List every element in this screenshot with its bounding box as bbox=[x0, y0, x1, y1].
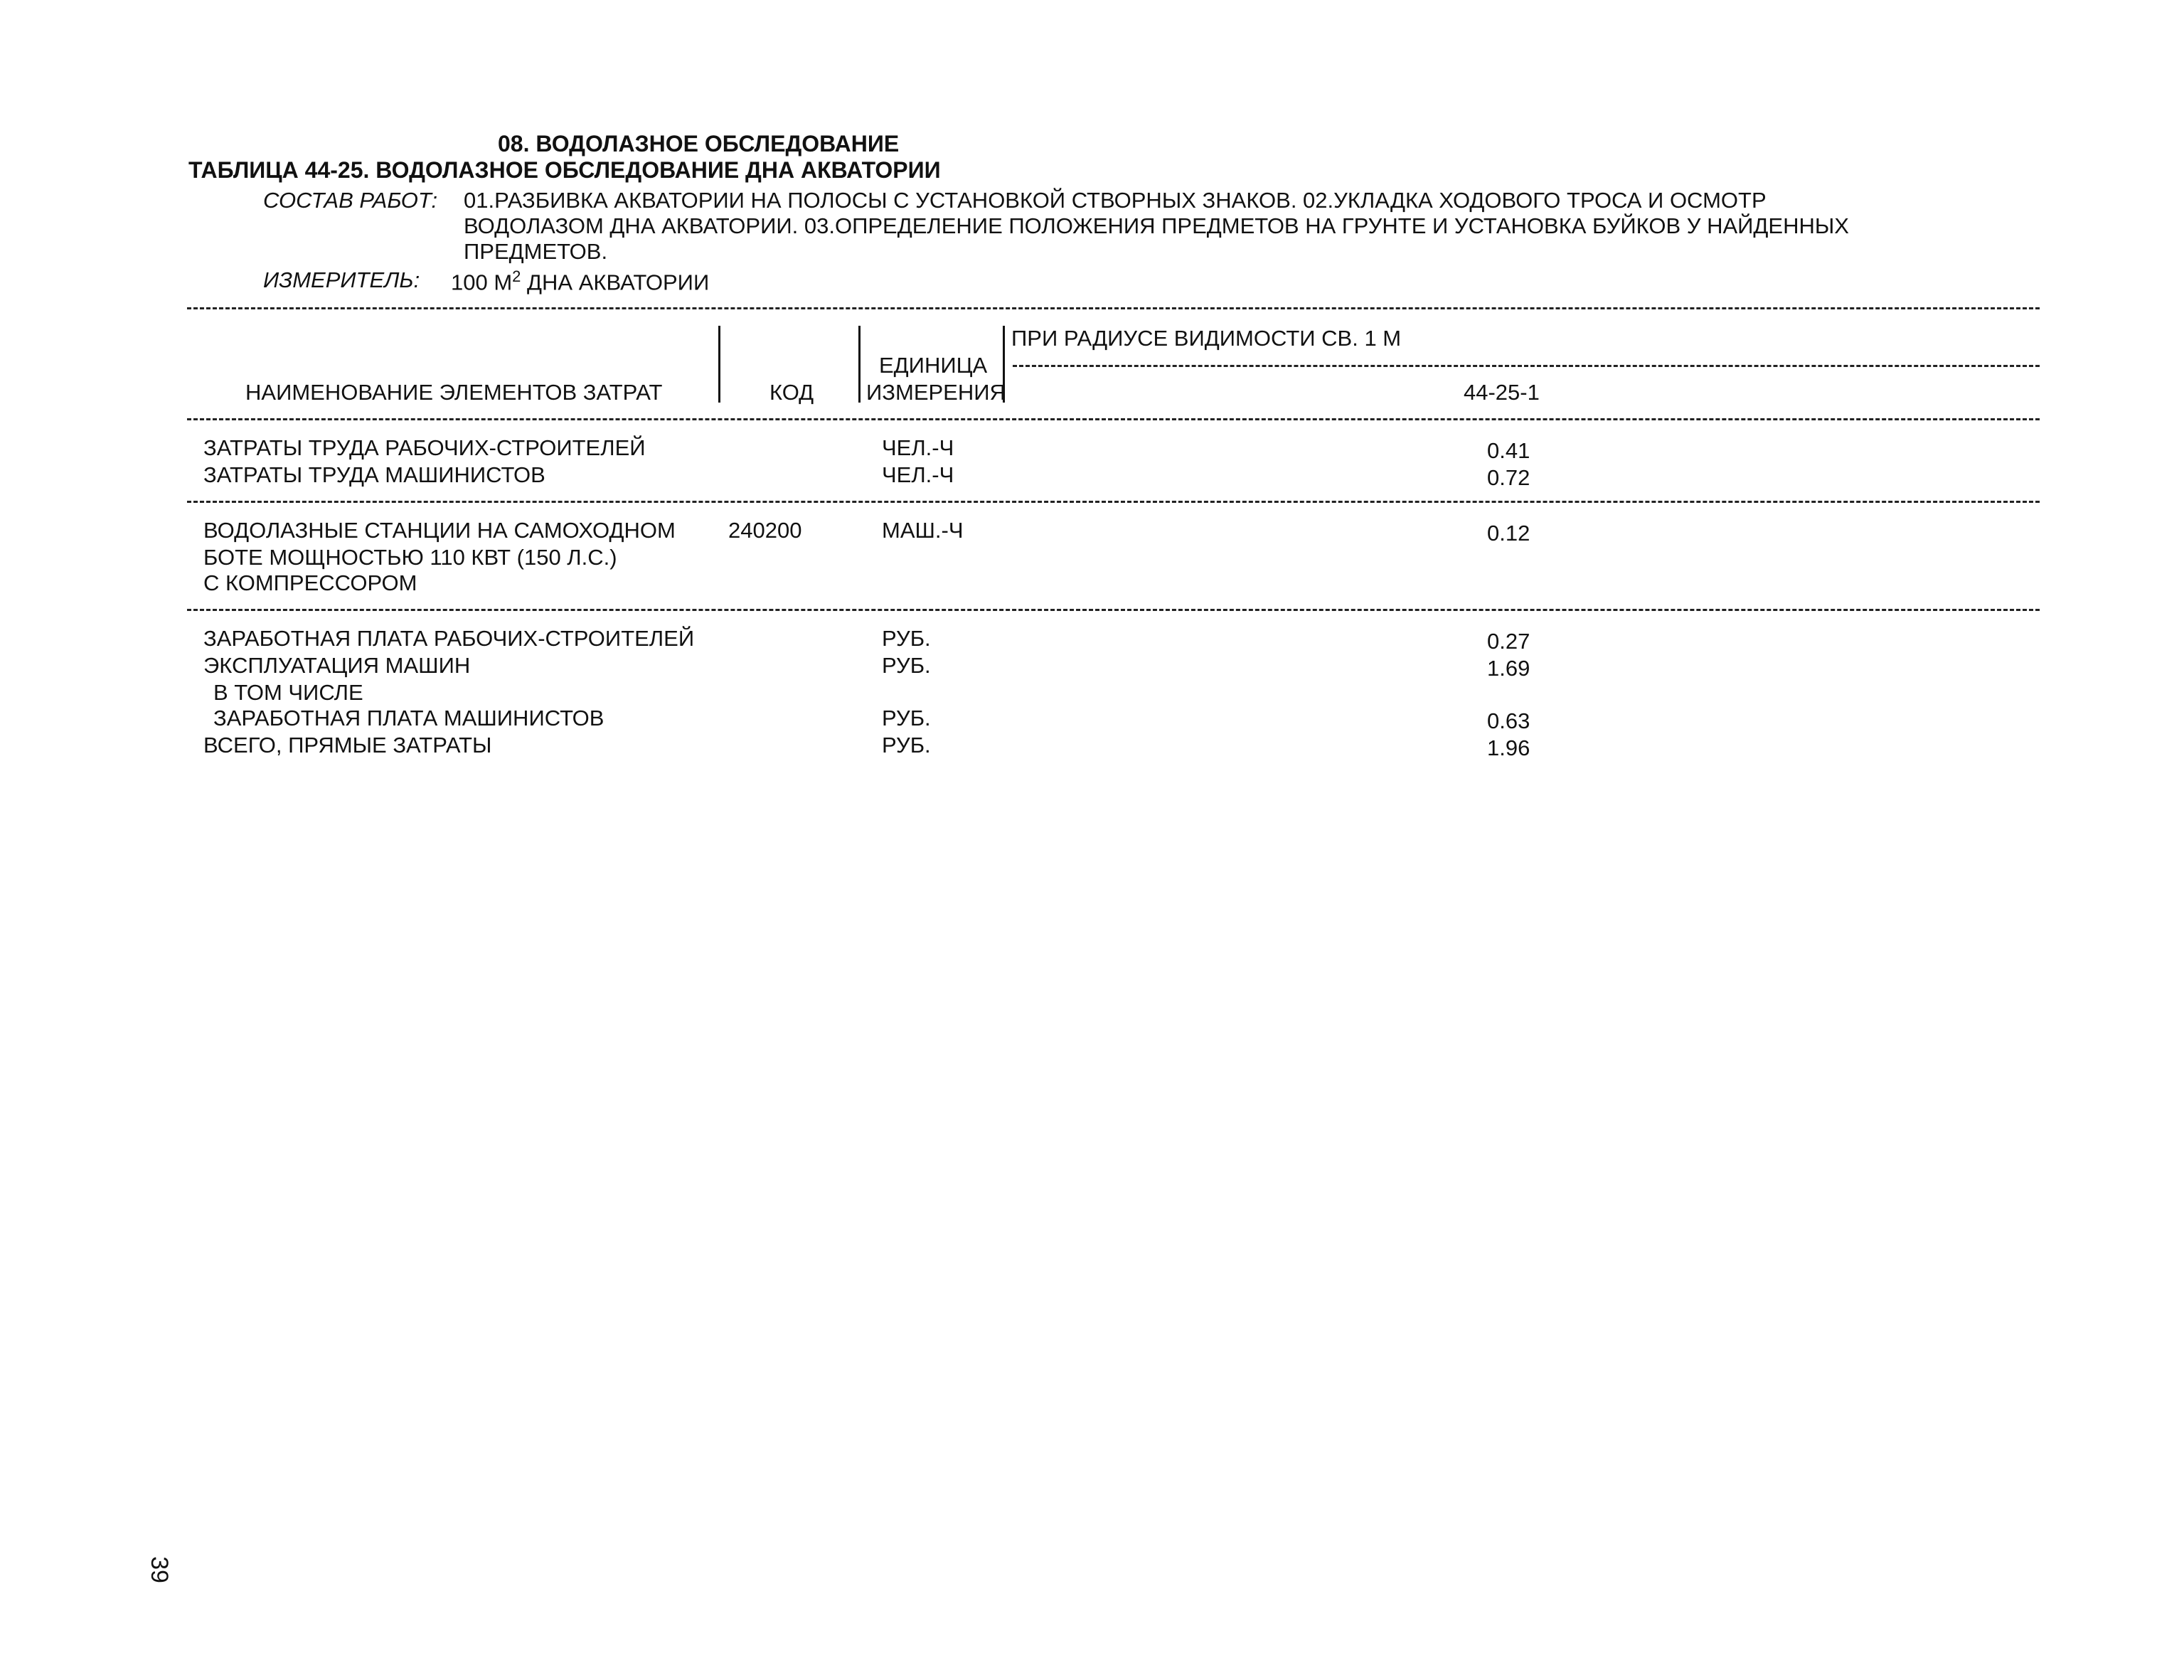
subcolumn-header: 44-25-1 bbox=[1464, 380, 1540, 405]
row-name: ЗАРАБОТНАЯ ПЛАТА РАБОЧИХ-СТРОИТЕЛЕЙ bbox=[203, 626, 695, 651]
group-header: ПРИ РАДИУСЕ ВИДИМОСТИ СВ. 1 М bbox=[1011, 326, 1402, 351]
row-unit: РУБ. bbox=[882, 733, 931, 757]
work-composition-label: СОСТАВ РАБОТ: bbox=[263, 188, 438, 213]
row-name: ВСЕГО, ПРЯМЫЕ ЗАТРАТЫ bbox=[203, 733, 492, 757]
row-code: 240200 bbox=[728, 518, 802, 543]
meter-value-suffix: ДНА АКВАТОРИИ bbox=[521, 270, 710, 295]
rule-machines-bottom bbox=[187, 609, 2040, 611]
meter-value bbox=[451, 269, 709, 293]
meter-value-superscript: 2 bbox=[512, 267, 521, 285]
rule-labor-bottom bbox=[187, 501, 2040, 503]
meter-value-prefix: 100 М bbox=[451, 270, 513, 295]
meter-label: ИЗМЕРИТЕЛЬ: bbox=[263, 267, 420, 292]
section-title: 08. ВОДОЛАЗНОЕ ОБСЛЕДОВАНИЕ bbox=[498, 131, 900, 156]
rule-header-bottom bbox=[187, 418, 2040, 420]
row-name: ЭКСПЛУАТАЦИЯ МАШИН bbox=[203, 653, 471, 678]
row-unit: РУБ. bbox=[882, 653, 931, 678]
rule-group bbox=[1013, 365, 2040, 367]
row-name: ЗАТРАТЫ ТРУДА РАБОЧИХ-СТРОИТЕЛЕЙ bbox=[203, 435, 646, 460]
row-value: 0.41 bbox=[1487, 438, 1530, 463]
row-value: 0.72 bbox=[1487, 465, 1530, 490]
row-value: 1.96 bbox=[1487, 735, 1530, 760]
header-separator bbox=[718, 326, 720, 403]
row-name: ВОДОЛАЗНЫЕ СТАНЦИИ НА САМОХОДНОМ bbox=[203, 518, 676, 543]
row-name: С КОМПРЕССОРОМ bbox=[203, 570, 417, 595]
row-unit: ЧЕЛ.-Ч bbox=[882, 435, 954, 460]
header-separator bbox=[858, 326, 861, 403]
row-value: 0.27 bbox=[1487, 629, 1530, 654]
code-column-header: КОД bbox=[769, 380, 814, 405]
page-number: 39 bbox=[145, 1556, 173, 1583]
row-name: В ТОМ ЧИСЛЕ bbox=[213, 680, 363, 705]
work-composition-line: ВОДОЛАЗОМ ДНА АКВАТОРИИ. 03.ОПРЕДЕЛЕНИЕ ПОЛОЖЕНИЯ ПРЕДМЕТОВ НА ГРУНТЕ И УСТАНОВКА БУЙКОВ У НАЙДЕННЫХ bbox=[464, 213, 1849, 238]
row-value: 1.69 bbox=[1487, 656, 1530, 681]
unit-header-line1: ЕДИНИЦА bbox=[879, 353, 988, 378]
row-name: ЗАТРАТЫ ТРУДА МАШИНИСТОВ bbox=[203, 462, 545, 487]
row-value: 0.63 bbox=[1487, 708, 1530, 733]
row-value: 0.12 bbox=[1487, 521, 1530, 546]
name-column-header: НАИМЕНОВАНИЕ ЭЛЕМЕНТОВ ЗАТРАТ bbox=[245, 380, 663, 405]
work-composition-line: 01.РАЗБИВКА АКВАТОРИИ НА ПОЛОСЫ С УСТАНОВКОЙ СТВОРНЫХ ЗНАКОВ. 02.УКЛАДКА ХОДОВОГО ТРОСА И ОСМОТР bbox=[464, 188, 1767, 213]
table-title: ТАБЛИЦА 44-25. ВОДОЛАЗНОЕ ОБСЛЕДОВАНИЕ ДНА АКВАТОРИИ bbox=[188, 157, 941, 183]
row-name: ЗАРАБОТНАЯ ПЛАТА МАШИНИСТОВ bbox=[213, 706, 604, 730]
row-unit: РУБ. bbox=[882, 626, 931, 651]
unit-header-line2: ИЗМЕРЕНИЯ bbox=[866, 380, 1006, 405]
rule-top bbox=[187, 307, 2040, 309]
row-unit: ЧЕЛ.-Ч bbox=[882, 462, 954, 487]
row-unit: РУБ. bbox=[882, 706, 931, 730]
row-name: БОТЕ МОЩНОСТЬЮ 110 КВТ (150 Л.С.) bbox=[203, 545, 617, 570]
work-composition-line: ПРЕДМЕТОВ. bbox=[464, 239, 608, 264]
row-unit: МАШ.-Ч bbox=[882, 518, 964, 543]
